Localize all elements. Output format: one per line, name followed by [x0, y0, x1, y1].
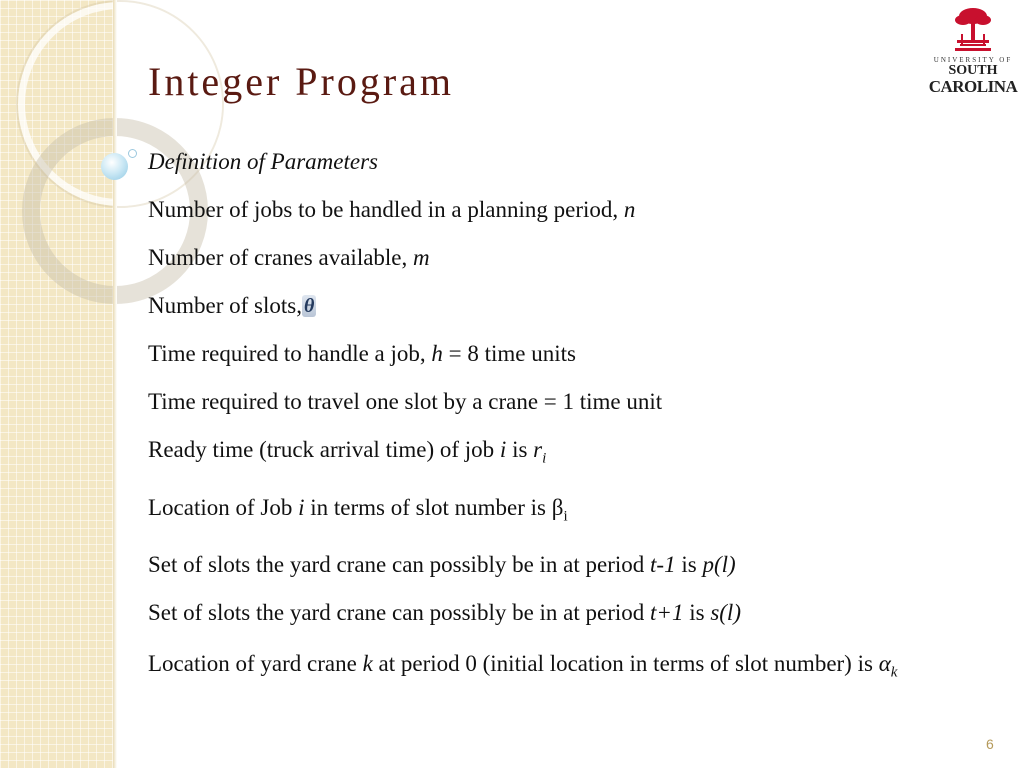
variable-r: r	[533, 437, 543, 462]
line-text: at period 0 (initial location in terms of slot number) is	[372, 651, 879, 677]
line-text: is	[683, 600, 711, 626]
line-text: Number of jobs to be handled in a planning period,	[148, 197, 624, 222]
subscript-k: k	[890, 664, 898, 681]
line-text: is	[675, 552, 703, 578]
variable-t-plus-1: t+1	[650, 600, 684, 626]
variable-n: n	[623, 197, 636, 222]
line-text: Set of slots the yard crane can possibly be in at period	[148, 600, 651, 626]
slide-title: Integer Program	[148, 59, 455, 104]
variable-h: h	[431, 341, 443, 366]
line-text: Number of cranes available,	[148, 245, 414, 270]
university-logo	[926, 6, 1020, 102]
subscript-i: i	[542, 450, 547, 467]
parameter-line	[148, 551, 988, 578]
line-text: Number of slots,	[148, 293, 302, 318]
small-bubble-icon	[128, 149, 137, 158]
line-text: is	[506, 437, 534, 462]
palmetto-tree-icon	[951, 6, 995, 54]
variable-i: i	[499, 437, 507, 462]
parameter-line	[148, 647, 988, 690]
line-text: in terms of slot number is β	[304, 494, 564, 520]
parameter-line	[148, 436, 988, 473]
parameter-line	[148, 292, 988, 319]
section-heading: Definition of Parameters	[148, 149, 378, 174]
parameter-line	[148, 599, 988, 626]
logo-carolina: CAROLINA	[928, 77, 1018, 96]
slide-body	[148, 148, 988, 690]
parameter-line	[148, 196, 988, 223]
parameter-line	[148, 340, 988, 367]
variable-k: k	[362, 651, 373, 677]
variable-theta: θ	[303, 295, 315, 317]
line-text: Location of Job	[148, 494, 299, 520]
subscript-i: i	[563, 508, 568, 525]
variable-t-minus-1: t-1	[650, 552, 676, 578]
variable-p-l: p(l)	[702, 552, 736, 578]
line-text: Set of slots the yard crane can possibly be in at period	[148, 552, 651, 578]
line-text: Time required to travel one slot by a crane = 1 time unit	[148, 389, 663, 414]
parameter-line	[148, 494, 988, 531]
line-text: Location of yard crane	[148, 651, 363, 677]
logo-south: SOUTH	[948, 63, 998, 78]
strip-edge	[113, 0, 117, 768]
line-text: Time required to handle a job,	[148, 341, 432, 366]
logo-university: UNIVERSITY OF	[933, 56, 1013, 64]
bullet-bubble-icon	[101, 153, 128, 180]
parameter-line	[148, 388, 988, 415]
decorative-strip	[0, 0, 113, 768]
variable-s-l: s(l)	[710, 600, 741, 626]
line-text: = 8 time units	[442, 341, 576, 366]
line-text: Ready time (truck arrival time) of job	[148, 437, 500, 462]
variable-alpha: α	[878, 651, 891, 677]
parameter-line	[148, 244, 988, 271]
variable-i: i	[298, 494, 305, 520]
page-number: 6	[986, 736, 994, 752]
variable-m: m	[413, 245, 430, 270]
